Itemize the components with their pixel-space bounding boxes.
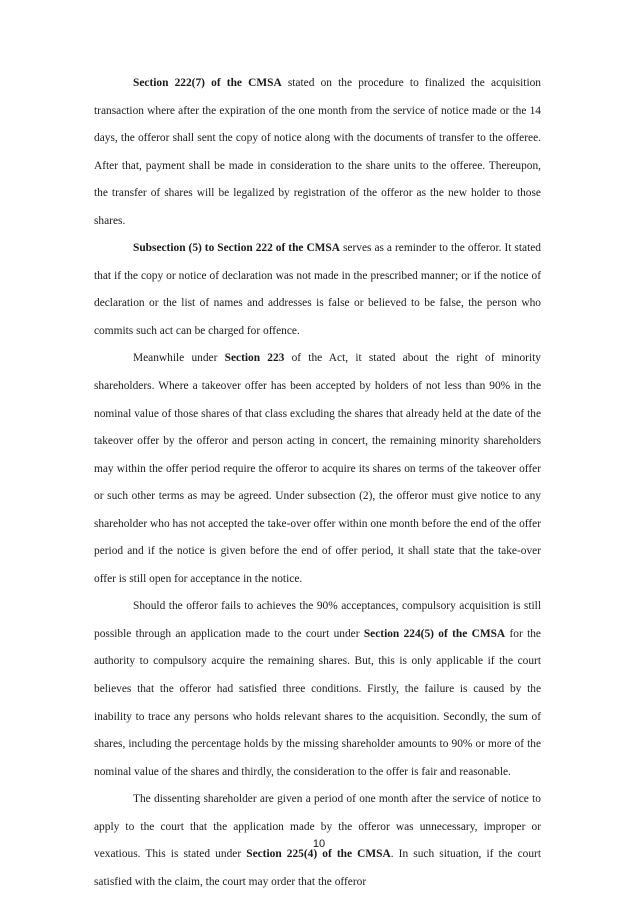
statute-reference: Subsection (5) to Section 222 of the CMSA xyxy=(133,242,340,255)
paragraph xyxy=(94,345,541,593)
statute-reference: Section 223 xyxy=(224,352,285,365)
text-run: Meanwhile under xyxy=(133,352,225,365)
text-run: The dissenting shareholder are given a period of one month after the service of notice to apply to the court that the application made by the offeror was unnecessary, improper or vexatious. This is stated under xyxy=(94,793,541,861)
paragraph xyxy=(94,235,541,345)
text-run: Should the offeror fails to achieves the 90% acceptances, compulsory acquisition is still possible through an application made to the court under xyxy=(94,600,541,640)
statute-reference: Section 222(7) of the CMSA xyxy=(133,77,282,89)
text-run: serves as a reminder to the offeror. It stated that if the copy or notice of declaration was not made in the prescribed manner; or if the notice of declaration or the list of names and addresses is false or believed to be false, the person who commits such act can be charged for offence. xyxy=(94,242,541,337)
paragraph xyxy=(94,593,541,786)
body-text xyxy=(94,70,541,896)
text-run: for the authority to compulsory acquire the remaining shares. But, this is only applicable if the court believes that the offeror had satisfied three conditions. Firstly, the failure is caused by the inability to trace any persons who holds relevant shares to the acquisition. Secondly, the sum of shares, including the percentage holds by the missing shareholder amounts to 90% or more of the nominal value of the shares and thirdly, the consideration to the offer is fair and reasonable. xyxy=(94,627,541,778)
text-run: . In such situation, if the court satisfied with the claim, the court may order that the offeror xyxy=(94,848,541,888)
statute-reference: Section 225(4) of the CMSA xyxy=(246,848,391,861)
page-number: 10 xyxy=(312,838,326,850)
text-run: of the Act, it stated about the right of minority shareholders. Where a takeover offer has been accepted by holders of not less than 90% in the nominal value of those shares of that class excluding the shares that already held at the date of the takeover offer by the offeror and person acting in concert, the remaining minority shareholders may within the offer period require the offeror to acquire its shares on terms of the takeover offer or such other terms as may be agreed. Under subsection (2), the offeror must give notice to any shareholder who has not accepted the take-over offer within one month before the end of the offer period and if the notice is given before the end of offer period, it shall state that the take-over offer is still open for acceptance in the notice. xyxy=(94,352,542,585)
text-run: stated on the procedure to finalized the acquisition transaction where after the expiration of the one month from the service of notice made or the 14 days, the offeror shall sent the copy of notice along with the documents of transfer to the offeree. After that, payment shall be made in consideration to the share units to the offeree. Thereupon, the transfer of shares will be legalized by registration of the offeror as the new holder to those shares. xyxy=(94,77,541,227)
paragraph xyxy=(94,70,541,235)
statute-reference: Section 224(5) of the CMSA xyxy=(363,627,506,640)
